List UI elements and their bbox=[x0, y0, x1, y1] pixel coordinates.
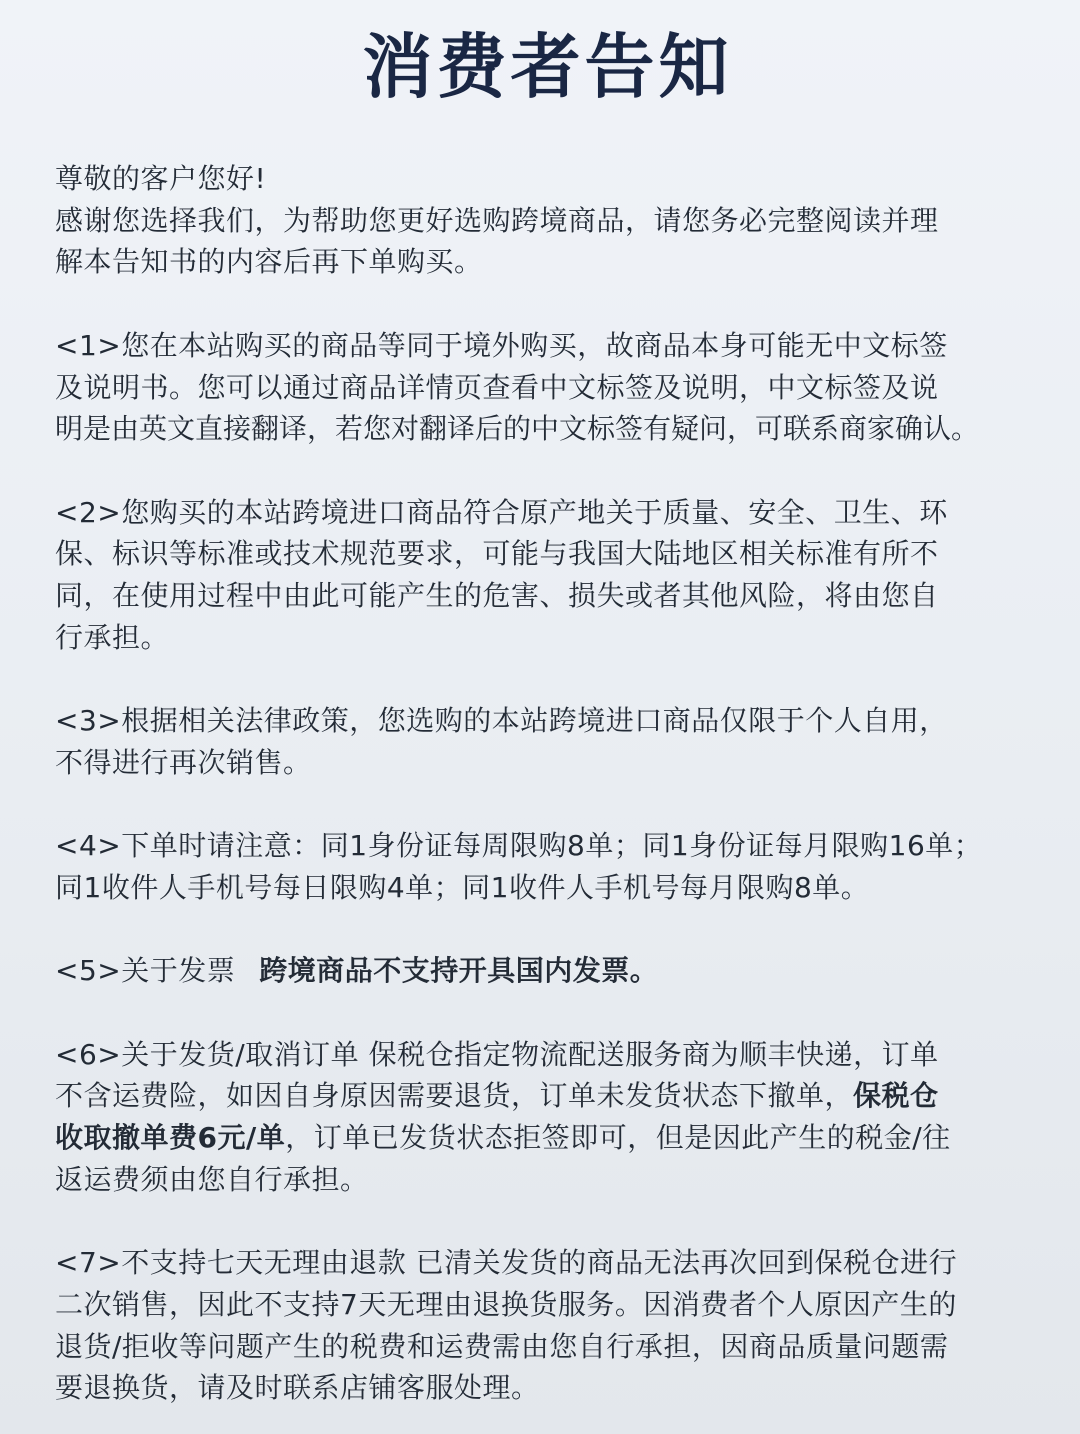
notice-item-5 bbox=[55, 950, 1040, 992]
notice-line bbox=[55, 950, 1040, 992]
notice-body bbox=[55, 158, 1040, 1409]
notice-line: 同，在使用过程中由此可能产生的危害、损失或者其他风险，将由您自 bbox=[55, 579, 939, 612]
notice-line: <3>根据相关法律政策，您选购的本站跨境进口商品仅限于个人自用， bbox=[55, 704, 948, 738]
notice-line: 同1收件人手机号每日限购4单；同1收件人手机号每月限购8单。 bbox=[55, 870, 870, 904]
cancel-fee-bold: 保税仓 bbox=[853, 1079, 939, 1113]
notice-item-2 bbox=[55, 492, 1040, 659]
notice-item-1 bbox=[55, 325, 1040, 450]
notice-line: <6>关于发货/取消订单 保税仓指定物流配送服务商为顺丰快递，订单 bbox=[55, 1037, 939, 1071]
cancel-fee-bold: 收取撤单费6元/单 bbox=[55, 1121, 286, 1155]
notice-item-7 bbox=[55, 1242, 1040, 1409]
notice-item-6 bbox=[55, 1034, 1040, 1201]
notice-line bbox=[55, 1075, 1040, 1117]
notice-line: 明是由英文直接翻译，若您对翻译后的中文标签有疑问，可联系商家确认。 bbox=[55, 412, 980, 446]
notice-line: 保、标识等标准或技术规范要求，可能与我国大陆地区相关标准有所不 bbox=[55, 537, 939, 571]
greeting-line: 解本告知书的内容后再下单购买。 bbox=[55, 245, 483, 279]
notice-line: <2>您购买的本站跨境进口商品符合原产地关于质量、安全、卫生、环 bbox=[55, 495, 948, 529]
notice-line: 及说明书。您可以通过商品详情页查看中文标签及说明，中文标签及说 bbox=[55, 370, 939, 404]
notice-line: <4>下单时请注意：同1身份证每周限购8单；同1身份证每月限购16单； bbox=[55, 829, 983, 863]
notice-line: 二次销售，因此不支持7天无理由退换货服务。因消费者个人原因产生的 bbox=[55, 1287, 957, 1321]
notice-item-4 bbox=[55, 825, 1040, 908]
greeting-paragraph bbox=[55, 158, 1040, 283]
invoice-label: <5>关于发票 bbox=[55, 954, 236, 988]
notice-line: 不得进行再次销售。 bbox=[55, 745, 312, 779]
greeting-line: 感谢您选择我们，为帮助您更好选购跨境商品，请您务必完整阅读并理 bbox=[55, 203, 939, 237]
notice-line: <7>不支持七天无理由退款 已清关发货的商品无法再次回到保税仓进行 bbox=[55, 1246, 958, 1280]
notice-line bbox=[55, 1117, 1040, 1159]
notice-item-3 bbox=[55, 700, 1040, 783]
page-title: 消费者告知 bbox=[362, 26, 733, 108]
notice-line: 要退换货，请及时联系店铺客服处理。 bbox=[55, 1371, 540, 1405]
notice-line: 行承担。 bbox=[55, 620, 170, 654]
notice-line: 返运费须由您自行承担。 bbox=[55, 1162, 369, 1196]
greeting-line: 尊敬的客户您好! bbox=[55, 162, 267, 195]
notice-line: 退货/拒收等问题产生的税费和运费需由您自行承担，因商品质量问题需 bbox=[55, 1329, 949, 1363]
notice-text: 不含运费险，如因自身原因需要退货，订单未发货状态下撤单， bbox=[55, 1079, 854, 1113]
notice-line: <1>您在本站购买的商品等同于境外购买，故商品本身可能无中文标签 bbox=[55, 328, 948, 362]
invoice-bold-notice: 跨境商品不支持开具国内发票。 bbox=[259, 954, 659, 988]
notice-text: ，订单已发货状态拒签即可，但是因此产生的税金/往 bbox=[285, 1121, 951, 1155]
